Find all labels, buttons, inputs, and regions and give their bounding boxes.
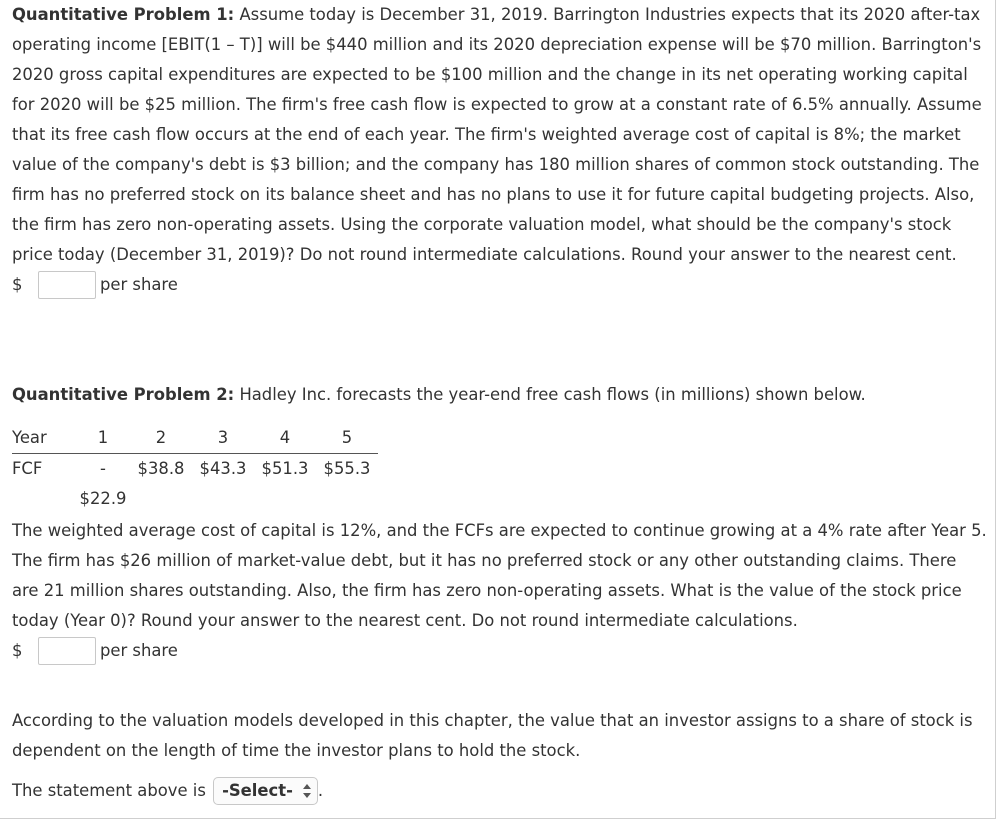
year-5: 5 bbox=[316, 423, 378, 454]
fcf-label: FCF bbox=[12, 459, 43, 478]
statement-block bbox=[12, 706, 988, 806]
problem-1-unit: per share bbox=[100, 275, 178, 294]
year-2: 2 bbox=[130, 423, 192, 454]
problem-2-text: Hadley Inc. forecasts the year-end free cash flows (in millions) shown below. bbox=[239, 385, 866, 404]
statement-select[interactable] bbox=[213, 777, 318, 805]
fcf-table-year-row bbox=[12, 423, 378, 454]
problem-2-intro bbox=[12, 380, 988, 410]
statement-prompt: The statement above is bbox=[12, 781, 206, 800]
statement-text: According to the valuation models developed in this chapter, the value that an investor assigns to a share of stock is dependent on the length of time the investor plans to hold the stock. bbox=[12, 711, 973, 760]
problem-1-answer-row bbox=[12, 270, 988, 300]
fcf-year-4: $51.3 bbox=[261, 459, 309, 478]
year-4: 4 bbox=[254, 423, 316, 454]
problem-1-answer-input[interactable] bbox=[38, 271, 96, 299]
problem-2-answer-row bbox=[12, 636, 988, 666]
year-1: 1 bbox=[76, 423, 130, 454]
fcf-table-fcf-row bbox=[12, 454, 378, 515]
problem-2-answer-input[interactable] bbox=[38, 637, 96, 665]
fcf-table bbox=[12, 423, 378, 514]
year-label: Year bbox=[12, 423, 76, 454]
problem-1-currency: $ bbox=[12, 275, 23, 294]
fcf-year-2: $38.8 bbox=[137, 459, 185, 478]
fcf-year-5: $55.3 bbox=[323, 459, 371, 478]
fcf-year-3: $43.3 bbox=[199, 459, 247, 478]
statement-prompt-line bbox=[12, 776, 988, 806]
problem-1-paragraph bbox=[12, 0, 988, 270]
year-3: 3 bbox=[192, 423, 254, 454]
select-arrows-icon bbox=[303, 784, 311, 798]
fcf-year-1-dash: - bbox=[100, 459, 106, 478]
problem-1-title: Quantitative Problem 1: bbox=[12, 5, 235, 24]
fcf-year-1 bbox=[76, 454, 130, 515]
problem-2-text-2: The weighted average cost of capital is 12%, and the FCFs are expected to continue growing at a 4% rate after Year 5. The firm has $26 million of market-value debt, but it has no preferred stock or any other outstanding claims. There are 21 million shares outstanding. Also, the firm has zero non-operating assets. What is the value of the stock price today (Year 0)? Round your answer to the nearest cent. Do not round intermediate calculations. bbox=[12, 521, 987, 630]
statement-period: . bbox=[317, 781, 324, 800]
problem-2-title: Quantitative Problem 2: bbox=[12, 385, 235, 404]
problem-2-body bbox=[12, 516, 988, 666]
problem-2-paragraph bbox=[12, 380, 988, 410]
problem-2-currency: $ bbox=[12, 641, 23, 660]
problem-2-unit: per share bbox=[100, 641, 178, 660]
problem-1 bbox=[12, 0, 988, 300]
fcf-year-1-value: $22.9 bbox=[79, 489, 127, 508]
statement-select-value: -Select- bbox=[222, 780, 293, 800]
problem-1-text: Assume today is December 31, 2019. Barrington Industries expects that its 2020 after-tax operating income [EBIT(1 – T)] will be $440 million and its 2020 depreciation expense will be $70 million. Barrington's 2020 gross capital expenditures are expected to be $100 million and the change in its net operating working capital for 2020 will be $25 million. The firm's free cash flow is expected to grow at a constant rate of 6.5% annually. Assume that its free cash flow occurs at the end of each year. The firm's weighted average cost of capital is 8%; the market value of the company's debt is $3 billion; and the company has 180 million shares of common stock outstanding. The firm has no preferred stock on its balance sheet and has no plans to use it for future capital budgeting projects. Also, the firm has zero non-operating assets. Using the corporate valuation model, what should be the company's stock price today (December 31, 2019)? Do not round intermediate calculations. Round your answer to the nearest cent. bbox=[12, 5, 982, 264]
